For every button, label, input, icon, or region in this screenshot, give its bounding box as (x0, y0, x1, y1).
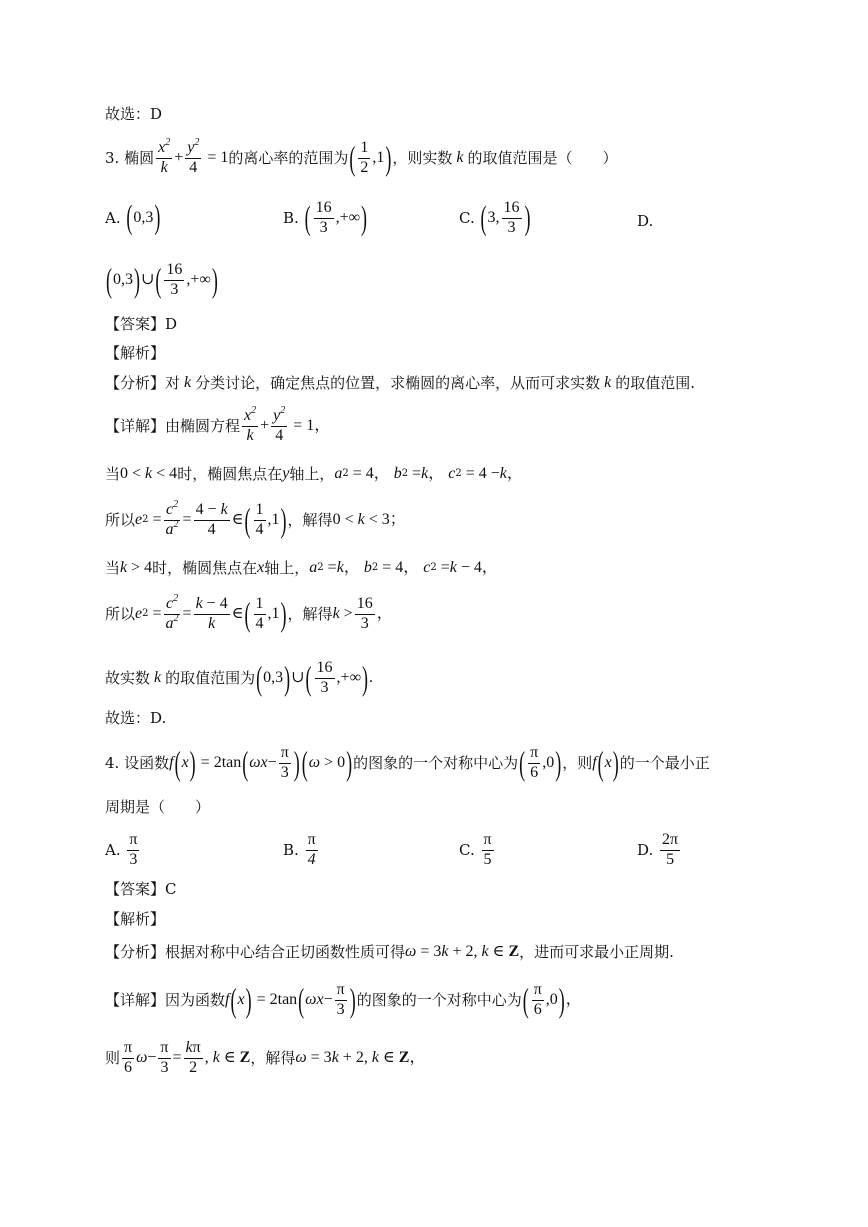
q3-conclusion: 故实数 k 的取值范围为 ( 0,3 ) ∪ ( $\frac{16}{3}$ ,+∞ ) . (105, 659, 373, 698)
q3-answer: 【答案】D (105, 315, 178, 333)
q3-case2: 当 k > 4 时，椭圆焦点在 x 轴上， a 2 = k ， b 2 = 4， c 2 = k − 4， (105, 558, 498, 577)
q3-option-d-value: ( 0,3 ) ∪ ( $\frac{16}{3}$ ,+∞ ) (106, 261, 218, 300)
q4-xiangjie: 【详解】 因为函数 f ( x ) = 2tan ( ωx − $\frac{\pi}{3}$ ) 的图象的一个对称中心为 ( $\frac{\pi}{6}$ ,0 ) ， (105, 981, 582, 1020)
q4-answer: 【答案】C (105, 880, 177, 898)
q3-case1: 当 0 < k < 4 时，椭圆焦点在 y 轴上， a 2 = 4， b 2 = k ， c 2 = 4 − k ， (105, 464, 523, 483)
q3-option-d: D. (637, 212, 654, 230)
q4-option-b: B. $\frac{\pi}{4}$ (283, 831, 316, 868)
q3-final: 故选：D. (105, 709, 167, 727)
q3-xiangjie: 【详解】 由椭圆方程 $\frac{x^2}{k}$ + $\frac{y^2}{4}$ = 1， (105, 405, 331, 444)
q4-stem: 4. 设函数 f ( x ) = 2tan ( ωx − $\frac{\pi}{3}$ ) ( ω > 0 ) 的图象的一个对称中心为 ( $\frac{\pi}{6}$ ,0 ) ，则 f ( x ) 的一个最小正 (105, 744, 710, 783)
q3-analysis-head: 【解析】 (105, 344, 166, 362)
q4-fenxi: 【分析】 根据对称中心结合正切函数性质可得 ω = 3 k + 2, k ∈ Z ，进而可求最小正周期. (105, 942, 674, 961)
q4-option-a: A. $\frac{\pi}{3}$ (105, 831, 138, 868)
q3-case2-result: 所以 e 2 = $\frac{c^2}{a^2}$ = $\frac{k - 4}{k}$ ∈ ( $\frac{1}{4}$ ,1 ) ，解得 k > $\frac{16}{3}$ ， (105, 593, 393, 634)
q4-analysis-head: 【解析】 (105, 910, 166, 928)
q4-derivation: 则 $\frac{\pi}{6}$ ω − $\frac{\pi}{3}$ = $\frac{k\pi}{2}$ , k ∈ Z ，解得 ω = 3 k + 2, k ∈ Z ， (105, 1039, 426, 1076)
q3-stem: 3. 椭圆 $\frac{x^2}{k}$ + $\frac{y^2}{4}$ = 1 的离心率的范围为 ( $\frac{1}{2}$ ,1 ) ，则实数 k 的取值范围是（ ） (105, 137, 618, 178)
q3-fenxi: 【分析】 对 k 分类讨论，确定焦点的位置，求椭圆的离心率，从而可求实数 k 的取值范围. (105, 373, 696, 392)
q3-case1-result: 所以 e 2 = $\frac{c^2}{a^2}$ = $\frac{4 - k}{4}$ ∈ ( $\frac{1}{4}$ ,1 ) ，解得 0 < k < 3； (105, 499, 406, 540)
q4-stem-line2: 周期是（ ） (105, 798, 211, 816)
q3-option-b: B. ( $\frac{16}{3}$ ,+∞ ) (283, 198, 368, 237)
q4-option-d: D. $\frac{2\pi}{5}$ (637, 831, 679, 868)
prev-answer: 故选：D (105, 105, 163, 123)
q3-option-c: C. ( 3, $\frac{16}{3}$ ) (459, 198, 531, 237)
q3-option-a: A. ( 0,3 ) (105, 197, 161, 236)
q4-option-c: C. $\frac{\pi}{5}$ (459, 831, 492, 868)
